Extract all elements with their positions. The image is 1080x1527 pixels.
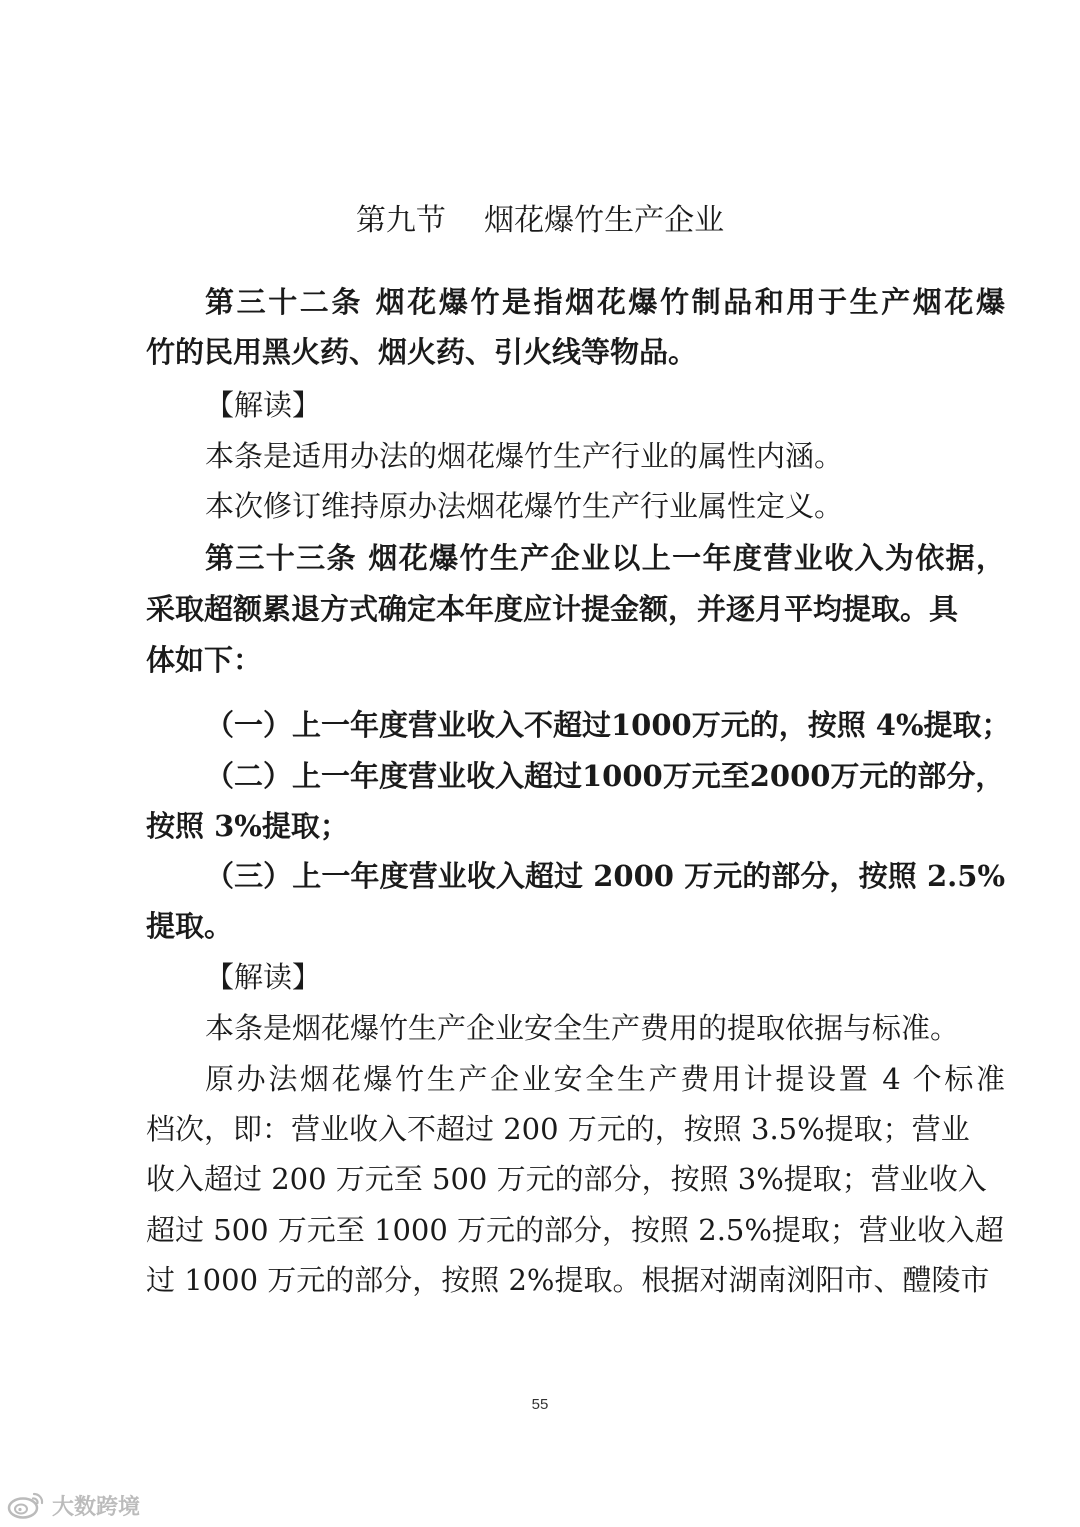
watermark bbox=[6, 1488, 140, 1522]
interpretation-2-paragraph-2-line-2: 档次，即：营业收入不超过 200 万元的，按照 3.5%提取；营业 bbox=[146, 1112, 970, 1146]
article-33-item-2-line-2: 按照 3%提取； bbox=[146, 809, 349, 843]
article-33-item-3-line-1: （三）上一年度营业收入超过 2000 万元的部分，按照 2.5% bbox=[205, 859, 1005, 893]
interpretation-1-paragraph-1: 本条是适用办法的烟花爆竹生产行业的属性内涵。 bbox=[205, 439, 844, 473]
interpretation-2-paragraph-2-line-1: 原办法烟花爆竹生产企业安全生产费用计提设置 4 个标准 bbox=[205, 1062, 1005, 1096]
article-33-item-2-line-1: （二）上一年度营业收入超过1000万元至2000万元的部分， bbox=[205, 759, 1005, 793]
article-32-line-1: 第三十二条 烟花爆竹是指烟花爆竹制品和用于生产烟花爆 bbox=[205, 285, 1005, 319]
article-33-item-1: （一）上一年度营业收入不超过1000万元的，按照 4%提取； bbox=[205, 708, 1011, 742]
article-33-line-1: 第三十三条 烟花爆竹生产企业以上一年度营业收入为依据， bbox=[205, 541, 1005, 575]
interpretation-2-paragraph-2-line-5: 过 1000 万元的部分，按照 2%提取。根据对湖南浏阳市、醴陵市 bbox=[146, 1263, 990, 1297]
interpretation-2-paragraph-2-line-3: 收入超过 200 万元至 500 万元的部分，按照 3%提取；营业收入 bbox=[146, 1162, 987, 1196]
section-title: 第九节 烟花爆竹生产企业 bbox=[355, 203, 725, 238]
interpretation-1-heading: 【解读】 bbox=[205, 388, 322, 422]
interpretation-1-paragraph-2: 本次修订维持原办法烟花爆竹生产行业属性定义。 bbox=[205, 489, 844, 523]
page-number: 55 bbox=[531, 1396, 549, 1413]
article-33-line-3: 体如下： bbox=[146, 643, 263, 677]
watermark-text: 大数跨境 bbox=[52, 1494, 141, 1520]
interpretation-2-heading: 【解读】 bbox=[205, 960, 322, 994]
article-33-line-2: 采取超额累退方式确定本年度应计提金额，并逐月平均提取。具 bbox=[146, 592, 959, 626]
article-32-line-2: 竹的民用黑火药、烟火药、引火线等物品。 bbox=[146, 335, 698, 369]
article-33-item-3-line-2: 提取。 bbox=[146, 909, 234, 943]
weibo-icon bbox=[6, 1490, 46, 1520]
interpretation-2-paragraph-1: 本条是烟花爆竹生产企业安全生产费用的提取依据与标准。 bbox=[205, 1011, 960, 1045]
interpretation-2-paragraph-2-line-4: 超过 500 万元至 1000 万元的部分，按照 2.5%提取；营业收入超 bbox=[146, 1213, 1004, 1247]
